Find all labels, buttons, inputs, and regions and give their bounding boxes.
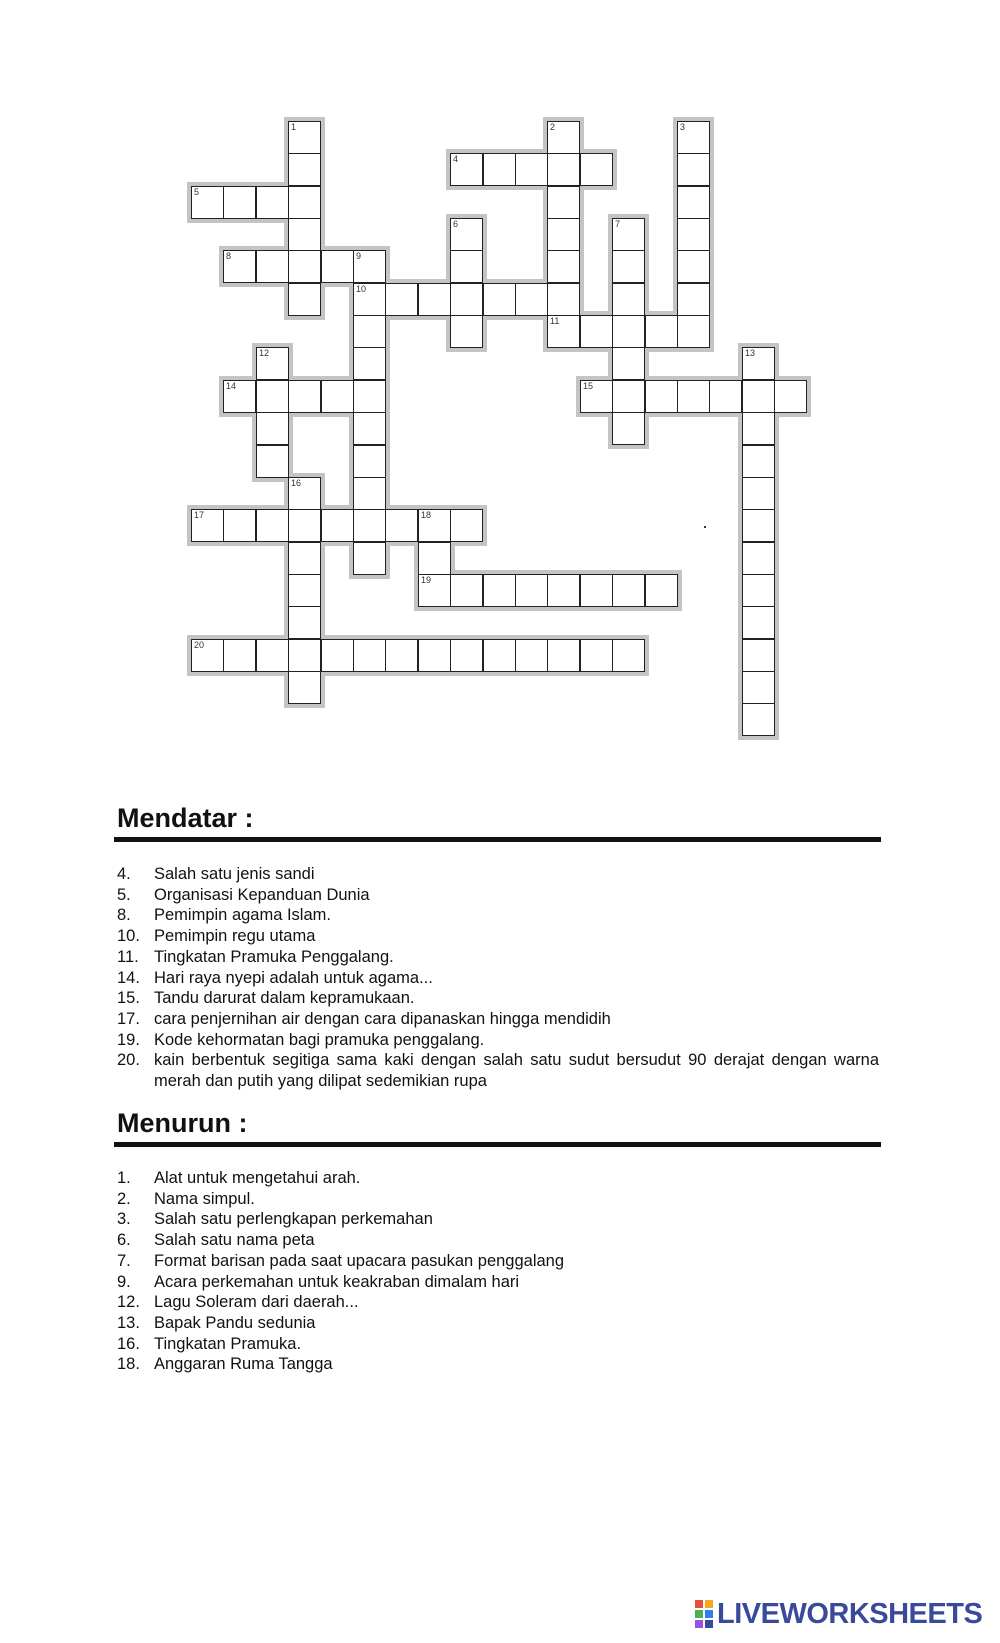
crossword-cell[interactable] [288,509,321,542]
crossword-cell[interactable] [612,574,645,607]
crossword-cell[interactable] [612,412,645,445]
crossword-grid [0,0,1000,780]
crossword-cell[interactable] [353,412,386,445]
clue-number: 9. [117,1272,131,1291]
down-clue [117,1251,879,1272]
crossword-cell[interactable] [612,250,645,283]
cell-number: 7 [615,219,621,229]
clue-text: Pemimpin regu utama [154,927,316,946]
crossword-cell[interactable] [223,186,256,219]
clue-text: Pemimpin agama Islam. [154,906,331,925]
across-clue [117,968,879,989]
down-clue [117,1354,879,1375]
clue-number: 1. [117,1169,131,1187]
clue-text: Alat untuk mengetahui arah. [154,1169,361,1187]
clue-number: 13. [117,1313,140,1332]
clue-text: Kode kehormatan bagi pramuka penggalang. [154,1030,485,1049]
crossword-cell[interactable] [418,639,451,672]
crossword-cell[interactable] [353,283,386,316]
crossword-cell[interactable] [547,186,580,219]
crossword-cell[interactable] [742,574,775,607]
crossword-cell[interactable] [385,283,418,316]
clue-number: 14. [117,968,140,987]
crossword-cell[interactable] [450,250,483,283]
clue-text: Acara perkemahan untuk keakraban dimalam hari [154,1272,520,1291]
crossword-cell[interactable] [288,121,321,154]
crossword-cell[interactable] [256,347,289,380]
clue-number: 19. [117,1030,140,1049]
crossword-cell[interactable] [677,283,710,316]
across-clue [117,1050,879,1091]
crossword-cell[interactable] [677,153,710,186]
clue-number: 4. [117,865,131,883]
across-clue [117,864,879,885]
clue-number: 12. [117,1293,140,1312]
crossword-cell[interactable] [515,283,548,316]
crossword-cell[interactable] [645,315,678,348]
clue-text: cara penjernihan air dengan cara dipanaskan hingga mendidih [154,1009,611,1028]
across-title: Mendatar : [117,803,254,833]
clue-text: Tingkatan Pramuka. [154,1334,302,1353]
crossword-cell[interactable] [742,542,775,575]
crossword-cell[interactable] [742,509,775,542]
crossword-cell[interactable] [483,639,516,672]
crossword-cell[interactable] [288,639,321,672]
crossword-cell[interactable] [677,186,710,219]
crossword-cell[interactable] [774,380,807,413]
crossword-cell[interactable] [191,639,224,672]
cell-number: 5 [194,187,200,197]
down-clue [117,1189,879,1210]
clue-number: 6. [117,1231,131,1250]
crossword-cell[interactable] [677,218,710,251]
cell-number: 1 [291,122,297,132]
clue-number: 17. [117,1009,140,1028]
clue-number: 15. [117,989,140,1008]
crossword-cell[interactable] [645,574,678,607]
crossword-cell[interactable] [288,380,321,413]
clue-number: 20. [117,1051,140,1070]
clue-text: Salah satu perlengkapan perkemahan [154,1210,433,1229]
crossword-cell[interactable] [223,639,256,672]
crossword-cell[interactable] [223,380,256,413]
crossword-cell[interactable] [256,412,289,445]
crossword-cell[interactable] [256,639,289,672]
across-clue [117,1030,879,1051]
down-clue [117,1292,879,1313]
clue-text: Tandu darurat dalam kepramukaan. [154,989,415,1008]
crossword-cell[interactable] [547,121,580,154]
crossword-cell[interactable] [353,542,386,575]
crossword-cell[interactable] [191,509,224,542]
crossword-cell[interactable] [321,380,354,413]
crossword-cell[interactable] [450,574,483,607]
down-rule [114,1142,881,1147]
across-clue-list [117,864,879,1092]
across-clue [117,1009,879,1030]
clue-text: Salah satu nama peta [154,1231,315,1250]
cell-number: 3 [680,122,686,132]
clue-text: Organisasi Kepanduan Dunia [154,885,370,904]
crossword-cell[interactable] [321,509,354,542]
crossword-cell[interactable] [483,283,516,316]
crossword-cell[interactable] [580,639,613,672]
crossword-cell[interactable] [288,218,321,251]
clue-number: 8. [117,906,131,925]
crossword-cell[interactable] [353,315,386,348]
crossword-cell[interactable] [742,671,775,704]
crossword-cell[interactable] [223,250,256,283]
across-clue [117,947,879,968]
crossword-cell[interactable] [645,380,678,413]
crossword-cell[interactable] [418,542,451,575]
crossword-cell[interactable] [288,250,321,283]
crossword-cell[interactable] [353,509,386,542]
crossword-cell[interactable] [385,509,418,542]
crossword-cell[interactable] [580,315,613,348]
cell-number: 14 [226,381,237,391]
crossword-cell[interactable] [385,639,418,672]
cell-number: 8 [226,251,232,261]
crossword-cell[interactable] [288,283,321,316]
clue-number: 18. [117,1355,140,1374]
cell-number: 10 [356,284,367,294]
crossword-cell[interactable] [288,153,321,186]
crossword-cell[interactable] [256,445,289,478]
crossword-cell[interactable] [288,542,321,575]
crossword-cell[interactable] [256,509,289,542]
crossword-cell[interactable] [418,283,451,316]
crossword-cell[interactable] [515,639,548,672]
clue-text: Nama simpul. [154,1189,255,1208]
crossword-cell[interactable] [483,153,516,186]
clue-text: Lagu Soleram dari daerah... [154,1293,359,1312]
crossword-cell[interactable] [709,380,742,413]
crossword-cell[interactable] [742,606,775,639]
down-title: Menurun : [117,1108,248,1138]
across-rule [114,837,881,842]
cell-number: 11 [550,316,560,326]
crossword-cell[interactable] [612,283,645,316]
crossword-cell[interactable] [321,250,354,283]
crossword-cell[interactable] [742,639,775,672]
crossword-cell[interactable] [418,574,451,607]
crossword-cell[interactable] [612,218,645,251]
crossword-cell[interactable] [580,380,613,413]
crossword-cell[interactable] [450,218,483,251]
clue-number: 5. [117,885,131,904]
down-clue [117,1334,879,1355]
crossword-cell[interactable] [742,445,775,478]
across-clue [117,926,879,947]
down-clue [117,1209,879,1230]
cell-number: 16 [291,478,302,488]
crossword-cell[interactable] [677,250,710,283]
crossword-cell[interactable] [677,315,710,348]
clue-number: 2. [117,1189,131,1208]
crossword-cell[interactable] [256,380,289,413]
cell-number: 17 [194,510,205,520]
down-clue [117,1168,879,1189]
clue-text: Format barisan pada saat upacara pasukan penggalang [154,1251,565,1270]
down-clue [117,1230,879,1251]
crossword-cell[interactable] [450,509,483,542]
cell-number: 20 [194,640,205,650]
crossword-cell[interactable] [321,639,354,672]
clue-number: 10. [117,927,140,946]
crossword-cell[interactable] [483,574,516,607]
crossword-cell[interactable] [547,153,580,186]
clue-text: Salah satu jenis sandi [154,865,315,883]
crossword-cell[interactable] [256,186,289,219]
cell-number: 15 [583,381,594,391]
clue-number: 11. [117,947,139,966]
crossword-cell[interactable] [191,186,224,219]
crossword-cell[interactable] [515,153,548,186]
across-clue [117,905,879,926]
cell-number: 13 [745,348,756,358]
down-clue [117,1313,879,1334]
stray-dot [704,526,706,528]
crossword-cell[interactable] [418,509,451,542]
crossword-cell[interactable] [547,574,580,607]
crossword-cell[interactable] [547,250,580,283]
crossword-cell[interactable] [742,477,775,510]
across-clue [117,885,879,906]
crossword-cell[interactable] [547,315,580,348]
crossword-cell[interactable] [580,153,613,186]
brand-name: LIVEWORKSHEETS [717,1597,983,1630]
crossword-cell[interactable] [450,283,483,316]
crossword-cell[interactable] [288,606,321,639]
across-clue [117,988,879,1009]
crossword-cell[interactable] [677,380,710,413]
crossword-cell[interactable] [515,574,548,607]
clue-number: 3. [117,1210,131,1229]
crossword-cell[interactable] [547,639,580,672]
cell-number: 6 [453,219,459,229]
crossword-cell[interactable] [288,186,321,219]
crossword-cell[interactable] [612,347,645,380]
crossword-cell[interactable] [742,380,775,413]
crossword-cell[interactable] [353,347,386,380]
crossword-cell[interactable] [353,380,386,413]
clue-number: 7. [117,1251,131,1270]
crossword-cell[interactable] [223,509,256,542]
crossword-cell[interactable] [742,412,775,445]
down-clue-list [117,1168,879,1375]
clue-text: Anggaran Ruma Tangga [154,1355,333,1374]
crossword-cell[interactable] [450,315,483,348]
crossword-cell[interactable] [742,347,775,380]
clue-number: 16. [117,1334,140,1353]
liveworksheets-logo [695,1597,982,1631]
clue-text: Tingkatan Pramuka Penggalang. [154,947,394,966]
cell-number: 2 [550,122,556,132]
cell-number: 19 [421,575,432,585]
cell-number: 18 [421,510,432,520]
crossword-cell[interactable] [353,477,386,510]
crossword-cell[interactable] [450,153,483,186]
crossword-cell[interactable] [288,574,321,607]
crossword-cell[interactable] [742,703,775,736]
crossword-cell[interactable] [256,250,289,283]
crossword-cell[interactable] [353,445,386,478]
crossword-cell[interactable] [547,283,580,316]
crossword-cell[interactable] [353,250,386,283]
clue-text: kain berbentuk segitiga sama kaki dengan salah satu sudut bersudut 90 derajat dengan warna merah dan putih yang dilipat sedemikian rupa [154,1051,879,1091]
crossword-cell[interactable] [677,121,710,154]
crossword-cell[interactable] [580,574,613,607]
crossword-cell[interactable] [288,477,321,510]
cell-number: 4 [453,154,459,164]
crossword-cell[interactable] [450,639,483,672]
crossword-cell[interactable] [612,639,645,672]
cell-number: 12 [259,348,270,358]
down-clue [117,1272,879,1293]
crossword-cell[interactable] [612,315,645,348]
logo-blocks-icon [695,1600,713,1628]
crossword-cell[interactable] [612,380,645,413]
crossword-cell[interactable] [353,639,386,672]
crossword-cell[interactable] [288,671,321,704]
crossword-cell[interactable] [547,218,580,251]
clue-text: Hari raya nyepi adalah untuk agama... [154,968,433,987]
cell-number: 9 [356,251,362,261]
clue-text: Bapak Pandu sedunia [154,1313,316,1332]
